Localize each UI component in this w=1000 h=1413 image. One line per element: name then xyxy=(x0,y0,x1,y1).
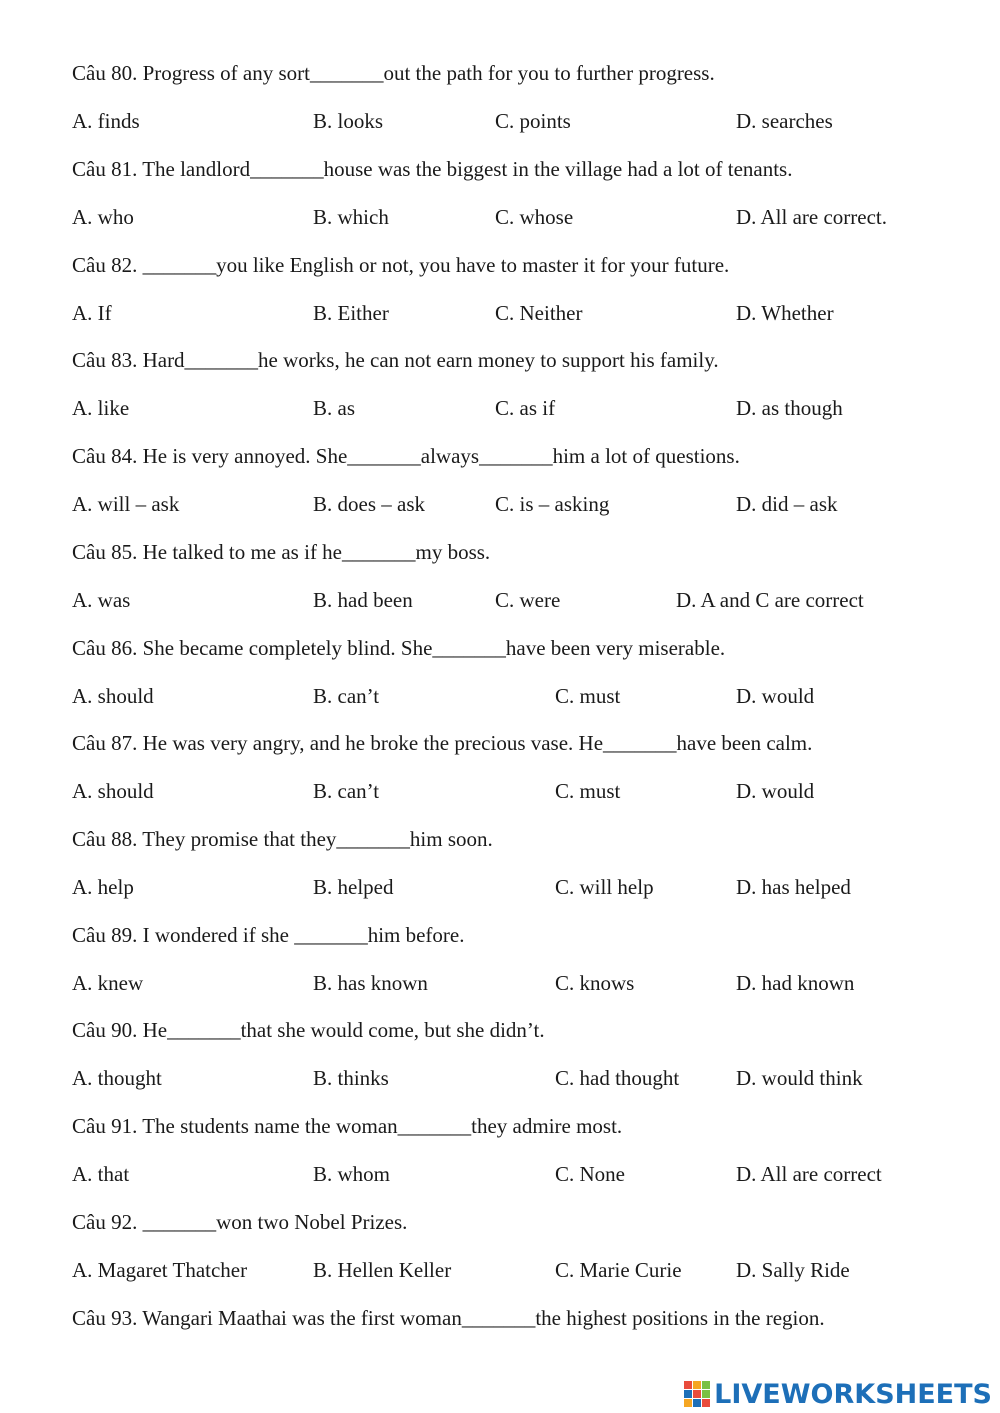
liveworksheets-logo-icon xyxy=(684,1381,710,1407)
option-83-b[interactable]: B. as xyxy=(313,396,355,420)
option-86-a[interactable]: A. should xyxy=(72,684,154,708)
option-82-c[interactable]: C. Neither xyxy=(495,301,583,325)
option-81-b[interactable]: B. which xyxy=(313,205,389,229)
question-91: Câu 91. The students name the woman_______they admire most. xyxy=(72,1114,623,1138)
question-80: Câu 80. Progress of any sort_______out the path for you to further progress. xyxy=(72,61,715,85)
option-86-b[interactable]: B. can’t xyxy=(313,684,380,708)
option-91-c[interactable]: C. None xyxy=(555,1162,625,1186)
option-90-b[interactable]: B. thinks xyxy=(313,1066,389,1090)
option-84-d[interactable]: D. did – ask xyxy=(736,492,838,516)
question-93: Câu 93. Wangari Maathai was the first woman_______the highest positions in the region. xyxy=(72,1306,825,1330)
option-80-b[interactable]: B. looks xyxy=(313,109,384,133)
question-92: Câu 92. _______won two Nobel Prizes. xyxy=(72,1210,408,1234)
option-85-c[interactable]: C. were xyxy=(495,588,561,612)
question-84: Câu 84. He is very annoyed. She_______always_______him a lot of questions. xyxy=(72,444,740,468)
option-81-d[interactable]: D. All are correct. xyxy=(736,205,888,229)
option-91-b[interactable]: B. whom xyxy=(313,1162,391,1186)
option-87-a[interactable]: A. should xyxy=(72,779,154,803)
option-87-b[interactable]: B. can’t xyxy=(313,779,380,803)
option-91-d[interactable]: D. All are correct xyxy=(736,1162,882,1186)
option-82-a[interactable]: A. If xyxy=(72,301,112,325)
option-88-a[interactable]: A. help xyxy=(72,875,134,899)
option-85-b[interactable]: B. had been xyxy=(313,588,413,612)
question-87: Câu 87. He was very angry, and he broke the precious vase. He_______have been calm. xyxy=(72,731,813,755)
option-84-c[interactable]: C. is – asking xyxy=(495,492,610,516)
question-81: Câu 81. The landlord_______house was the biggest in the village had a lot of tenants. xyxy=(72,157,793,181)
option-81-a[interactable]: A. who xyxy=(72,205,134,229)
option-92-c[interactable]: C. Marie Curie xyxy=(555,1258,682,1282)
question-82: Câu 82. _______you like English or not, you have to master it for your future. xyxy=(72,253,730,277)
option-84-a[interactable]: A. will – ask xyxy=(72,492,180,516)
option-82-d[interactable]: D. Whether xyxy=(736,301,834,325)
option-82-b[interactable]: B. Either xyxy=(313,301,389,325)
option-90-d[interactable]: D. would think xyxy=(736,1066,863,1090)
option-91-a[interactable]: A. that xyxy=(72,1162,130,1186)
option-90-a[interactable]: A. thought xyxy=(72,1066,162,1090)
question-88: Câu 88. They promise that they_______him soon. xyxy=(72,827,493,851)
question-83: Câu 83. Hard_______he works, he can not earn money to support his family. xyxy=(72,348,719,372)
option-86-c[interactable]: C. must xyxy=(555,684,621,708)
question-86: Câu 86. She became completely blind. She_______have been very miserable. xyxy=(72,636,726,660)
option-92-a[interactable]: A. Magaret Thatcher xyxy=(72,1258,248,1282)
option-81-c[interactable]: C. whose xyxy=(495,205,574,229)
option-92-d[interactable]: D. Sally Ride xyxy=(736,1258,850,1282)
option-87-d[interactable]: D. would xyxy=(736,779,815,803)
liveworksheets-logo-text: LIVEWORKSHEETS xyxy=(714,1378,992,1410)
option-83-d[interactable]: D. as though xyxy=(736,396,843,420)
option-83-a[interactable]: A. like xyxy=(72,396,130,420)
option-88-d[interactable]: D. has helped xyxy=(736,875,851,899)
option-80-d[interactable]: D. searches xyxy=(736,109,833,133)
option-87-c[interactable]: C. must xyxy=(555,779,621,803)
option-84-b[interactable]: B. does – ask xyxy=(313,492,425,516)
option-90-c[interactable]: C. had thought xyxy=(555,1066,680,1090)
question-89: Câu 89. I wondered if she _______him before. xyxy=(72,923,465,947)
liveworksheets-logo xyxy=(684,1378,992,1410)
option-83-c[interactable]: C. as if xyxy=(495,396,556,420)
question-90: Câu 90. He_______that she would come, but she didn’t. xyxy=(72,1018,545,1042)
option-89-c[interactable]: C. knows xyxy=(555,971,635,995)
question-85: Câu 85. He talked to me as if he_______my boss. xyxy=(72,540,491,564)
option-85-d[interactable]: D. A and C are correct xyxy=(676,588,864,612)
option-89-d[interactable]: D. had known xyxy=(736,971,855,995)
option-86-d[interactable]: D. would xyxy=(736,684,815,708)
option-89-b[interactable]: B. has known xyxy=(313,971,428,995)
option-88-c[interactable]: C. will help xyxy=(555,875,654,899)
option-89-a[interactable]: A. knew xyxy=(72,971,144,995)
option-80-a[interactable]: A. finds xyxy=(72,109,140,133)
option-88-b[interactable]: B. helped xyxy=(313,875,394,899)
option-92-b[interactable]: B. Hellen Keller xyxy=(313,1258,452,1282)
option-85-a[interactable]: A. was xyxy=(72,588,131,612)
option-80-c[interactable]: C. points xyxy=(495,109,571,133)
